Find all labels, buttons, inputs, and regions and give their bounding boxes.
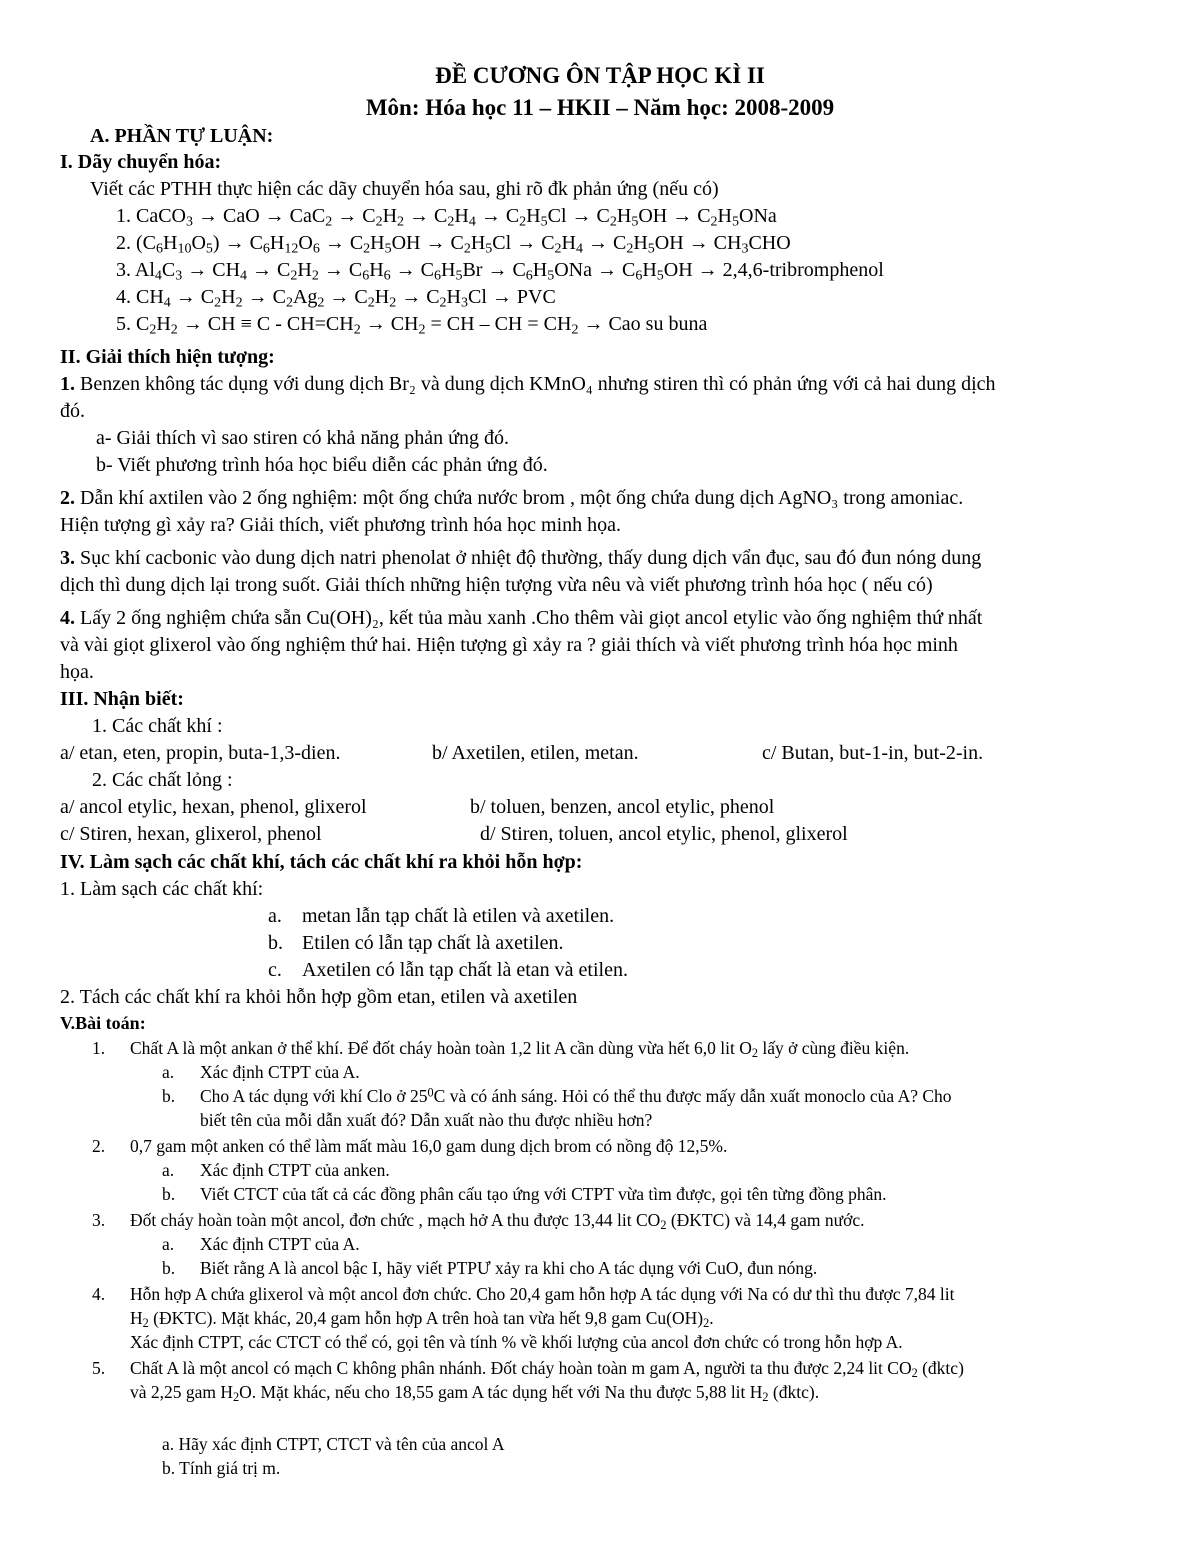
liquids-c: c/ Stiren, hexan, glixerol, phenol xyxy=(60,823,322,845)
question-number: 1. xyxy=(60,373,75,395)
problem-2-b: b. Viết CTCT của tất cả các đồng phân cấu tạo ứng với CTPT vừa tìm được, gọi tên từng đồng phân. xyxy=(162,1184,887,1204)
question-4-line-2: và vài giọt glixerol vào ống nghiệm thứ hai. Hiện tượng gì xảy ra ? giải thích và viết phương trình hóa học minh xyxy=(60,634,958,656)
problem-1-b: b. Cho A tác dụng với khí Clo ở $25^0C$ và có ánh sáng. Hỏi có thể thu được mấy dẫn xuất monoclo của A? Cho xyxy=(162,1085,952,1106)
question-1-line-2: đó. xyxy=(60,400,85,422)
liquids-heading: 2. Các chất lỏng : xyxy=(92,769,233,791)
section-2-heading: II. Giải thích hiện tượng: xyxy=(60,346,275,368)
problem-3: 3. Đốt cháy hoàn toàn một ancol, đơn chức , mạch hở A thu được 13,44 lit $CO_2$ (ĐKTC) và 14,4 gam nước. xyxy=(92,1210,865,1233)
problem-1-a: a. Xác định CTPT của A. xyxy=(162,1062,360,1082)
part-a-heading: A. PHẦN TỰ LUẬN: xyxy=(90,125,274,147)
problem-4-line-2: $H_2$ (ĐKTC). Mặt khác, 20,4 gam hỗn hợp A trên hoà tan vừa hết 9,8 gam $Cu(OH)_2$. xyxy=(130,1308,714,1331)
purify-a: a. metan lẫn tạp chất là etilen và axetilen. xyxy=(268,905,615,927)
question-3-line-1: 3. Sục khí cacbonic vào dung dịch natri phenolat ở nhiệt độ thường, thấy dung dịch vẩn đục, sau đó đun nóng dung xyxy=(60,547,982,569)
purify-b: b. Etilen có lẫn tạp chất là axetilen. xyxy=(268,932,564,954)
reaction-chain-3: 3. $Al_4C_3 \to CH_4 \to C_2H_2 \to C_6H_6 \to C_6H_5Br \to C_6H_5ONa \to C_6H_5OH$ → 2,4,6-tribromphenol xyxy=(116,259,884,284)
question-1-a: a- Giải thích vì sao stiren có khả năng phản ứng đó. xyxy=(96,427,509,449)
question-2-line-2: Hiện tượng gì xảy ra? Giải thích, viết phương trình hóa học minh họa. xyxy=(60,514,622,536)
liquids-d: d/ Stiren, toluen, ancol etylic, phenol, glixerol xyxy=(480,823,848,845)
problem-1: 1. Chất A là một ankan ở thể khí. Để đốt cháy hoàn toàn 1,2 lit A cần dùng vừa hết 6,0 lit $O_2$ lấy ở cùng điều kiện. xyxy=(92,1038,910,1061)
problem-3-b: b. Biết rằng A là ancol bậc I, hãy viết PTPƯ xảy ra khi cho A tác dụng với CuO, đun nóng. xyxy=(162,1258,818,1278)
gases-a: a/ etan, eten, propin, buta-1,3-dien. xyxy=(60,742,341,764)
problem-5-line-2: và 2,25 gam $H_2O$. Mặt khác, nếu cho 18,55 gam A tác dụng hết với Na thu được 5,88 lit $H_2$ (đktc). xyxy=(130,1382,820,1405)
reaction-chain-5: 5. $C_2H_2$ → CH ≡ $C - CH=CH_2 \to CH_2$ = CH – CH = $CH_2$ → Cao su buna xyxy=(116,313,708,338)
page-title: ĐỀ CƯƠNG ÔN TẬP HỌC KÌ II xyxy=(435,63,765,88)
problem-3-a: a. Xác định CTPT của A. xyxy=(162,1234,360,1254)
question-4-line-1: 4. Lấy 2 ống nghiệm chứa sẵn Cu(OH)₂, kết tủa màu xanh .Cho thêm vài giọt ancol etylic vào ống nghiệm thứ nhất xyxy=(60,607,983,629)
problem-2-a: a. Xác định CTPT của anken. xyxy=(162,1160,390,1180)
gases-c: c/ Butan, but-1-in, but-2-in. xyxy=(762,742,984,764)
separate-heading: 2. Tách các chất khí ra khỏi hỗn hợp gồm etan, etilen và axetilen xyxy=(60,986,578,1008)
section-1-intro: Viết các PTHH thực hiện các dãy chuyển hóa sau, ghi rõ đk phản ứng (nếu có) xyxy=(90,178,719,200)
problem-2: 2. 0,7 gam một anken có thể làm mất màu 16,0 gam dung dịch brom có nồng độ 12,5%. xyxy=(92,1136,728,1156)
question-2-line-1: 2. Dẫn khí axtilen vào 2 ống nghiệm: một ống chứa nước brom , một ống chứa dung dịch AgNO₃ trong amoniac. xyxy=(60,487,964,509)
question-3-line-2: dịch thì dung dịch lại trong suốt. Giải thích những hiện tượng vừa nêu và viết phương trình hóa học ( nếu có) xyxy=(60,574,933,596)
problem-4-line-3: Xác định CTPT, các CTCT có thể có, gọi tên và tính % về khối lượng của ancol đơn chức có trong hỗn hợp A. xyxy=(130,1332,903,1352)
section-3-heading: III. Nhận biết: xyxy=(60,688,184,710)
problem-4-line-1: 4. Hỗn hợp A chứa glixerol và một ancol đơn chức. Cho 20,4 gam hỗn hợp A tác dụng với Na có dư thì thu được 7,84 lit xyxy=(92,1284,955,1304)
section-4-heading: IV. Làm sạch các chất khí, tách các chất khí ra khỏi hỗn hợp: xyxy=(60,851,583,873)
problem-5-b: b. Tính giá trị m. xyxy=(162,1458,281,1478)
question-4-line-3: họa. xyxy=(60,661,94,683)
purify-heading: 1. Làm sạch các chất khí: xyxy=(60,878,264,900)
gases-b: b/ Axetilen, etilen, metan. xyxy=(432,742,639,764)
reaction-chain-2: 2. $(C_6H_{10}O_5) \to C_6H_{12}O_6 \to C_2H_5OH \to C_2H_5Cl \to C_2H_4 \to C_2H_5OH \to CH_3CHO$ xyxy=(116,232,791,257)
reaction-chain-4: 4. $CH_4 \to C_2H_2 \to C_2Ag_2 \to C_2H_2 \to C_2H_3Cl$ → PVC xyxy=(116,286,556,311)
page-subtitle: Môn: Hóa học 11 – HKII – Năm học: 2008-2009 xyxy=(365,95,835,120)
question-1-line-1: 1. Benzen không tác dụng với dung dịch Br₂ và dung dịch KMnO₄ nhưng stiren thì có phản ứng với cả hai dung dịch xyxy=(60,373,996,395)
problem-5-line-1: 5. Chất A là một ancol có mạch C không phân nhánh. Đốt cháy hoàn toàn m gam A, người ta thu được 2,24 lit $CO_2$ (đktc) xyxy=(92,1358,964,1381)
problem-5-a: a. Hãy xác định CTPT, CTCT và tên của ancol A xyxy=(162,1434,505,1454)
section-1-heading: I. Dãy chuyển hóa: xyxy=(60,151,222,173)
purify-c: c. Axetilen có lẫn tạp chất là etan và etilen. xyxy=(268,959,628,981)
section-5-heading: V.Bài toán: xyxy=(60,1013,146,1033)
reaction-chain-1: 1. CaCO$_3$ → CaO → $CaC_2 \to C_2H_2 \to C_2H_4 \to C_2H_5Cl \to C_2H_5OH \to C_2H_5ONa$ xyxy=(116,205,777,230)
question-1-b: b- Viết phương trình hóa học biểu diễn các phản ứng đó. xyxy=(96,454,548,476)
liquids-b: b/ toluen, benzen, ancol etylic, phenol xyxy=(470,796,775,818)
gases-heading: 1. Các chất khí : xyxy=(92,715,223,737)
liquids-a: a/ ancol etylic, hexan, phenol, glixerol xyxy=(60,796,367,818)
problem-1-b-cont: biết tên của mỗi dẫn xuất đó? Dẫn xuất nào thu được nhiều hơn? xyxy=(200,1110,653,1130)
